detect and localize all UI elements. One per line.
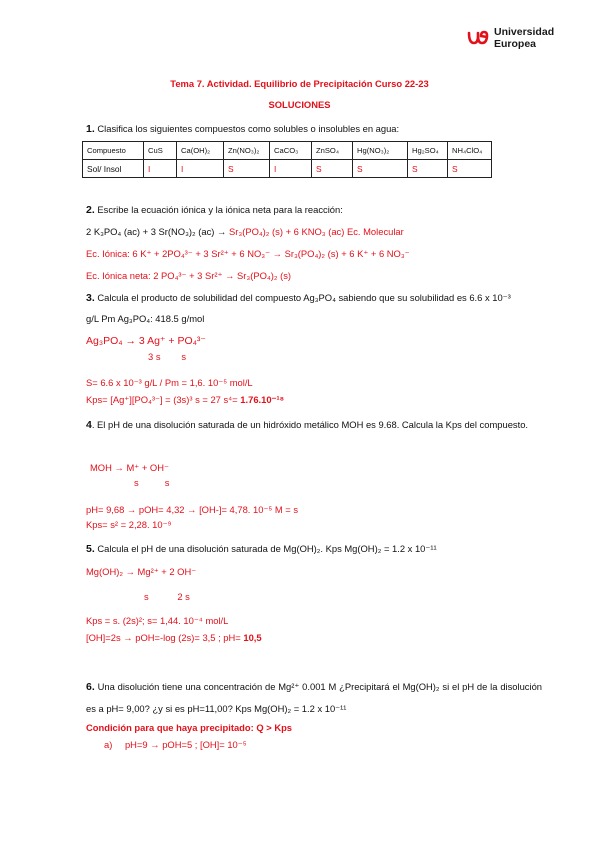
question-3-kps: [86, 394, 284, 406]
question-3-kps-result: 1.76.10⁻¹⁸: [240, 394, 285, 405]
question-4-number: 4: [86, 419, 92, 431]
table-cell: Hg(NO₃)₂: [353, 142, 408, 160]
question-5-number: 5.: [86, 543, 95, 555]
logo-line-2: Europea: [494, 38, 537, 50]
logo-line-1: Universidad: [494, 26, 555, 38]
ionic-equation: Ec. Iónica: 6 K⁺ + 2PO₄³⁻ + 3 Sr²⁺ + 6 NO₃⁻ → Sr₃(PO₄)₂ (s) + 6 K⁺ + 6 NO₃⁻: [86, 248, 410, 259]
reaction-products: Sr₃(PO₄)₂ (s) + 6 KNO₃ (ac) Ec. Molecular: [229, 226, 404, 237]
question-1-text: Clasifica los siguientes compuestos como solubles o insolubles en agua:: [97, 123, 400, 134]
table-cell: I: [177, 160, 224, 178]
question-6-item-a: [104, 739, 247, 751]
solubility-table: [82, 141, 492, 178]
table-cell: I: [144, 160, 177, 178]
university-logo-text: [494, 26, 554, 50]
question-4-text: . El pH de una disolución saturada de un hidróxido metálico MOH es 9.68. Calcula la Kps del compuesto.: [91, 419, 529, 430]
table-cell: Hg₂SO₄: [408, 142, 448, 160]
question-2-text: Escribe la ecuación iónica y la iónica neta para la reacción:: [97, 204, 343, 215]
question-4-kps: Kps= s² = 2,28. 10⁻⁹: [86, 519, 172, 530]
table-cell: Zn(NO₃)₂: [224, 142, 270, 160]
question-4: [86, 414, 542, 436]
table-cell: ZnSO₄: [312, 142, 353, 160]
question-5-text: Calcula el pH de una disolución saturada de Mg(OH)₂. Kps Mg(OH)₂ = 1.2 x 10⁻¹¹: [97, 543, 437, 554]
table-cell: S: [408, 160, 448, 178]
table-row: [83, 142, 492, 160]
question-5: [86, 543, 437, 555]
net-ionic-equation: Ec. Iónica neta: 2 PO₄³⁻ + 3 Sr²⁺ → Sr₃(PO₄)₂ (s): [86, 270, 292, 281]
question-5-ph-result: 10,5: [243, 632, 262, 643]
question-6-condition: Condición para que haya precipitado: Q > Kps: [86, 722, 293, 733]
question-4-ph-calc: pH= 9,68 → pOH= 4,32 → [OH-]= 4,78. 10⁻⁵ M = s: [86, 504, 299, 515]
question-3-kps-expression: Kps= [Ag⁺][PO₄³⁻] = (3s)³ s = 27 s⁴=: [86, 394, 241, 405]
reaction-reactants: 2 K₃PO₄ (ac) + 3 Sr(NO₃)₂ (ac) →: [86, 226, 229, 237]
question-5-ph: [86, 632, 262, 643]
table-cell: S: [353, 160, 408, 178]
question-4-stoichiometry: s s: [134, 477, 170, 488]
question-4-dissociation: MOH → M⁺ + OH⁻: [90, 462, 169, 473]
question-3-solubility: S= 6.6 x 10⁻³ g/L / Pm = 1,6. 10⁻⁵ mol/L: [86, 377, 253, 388]
document-title: Tema 7. Actividad. Equilibrio de Precipitación Curso 22-23: [170, 78, 429, 89]
table-cell: Compuesto: [83, 142, 144, 160]
table-cell: CaCO₃: [270, 142, 312, 160]
table-cell: S: [448, 160, 492, 178]
molecular-equation: [86, 226, 404, 237]
question-6-item-a-label: a): [104, 739, 113, 750]
question-6-number: 6.: [86, 681, 95, 693]
question-6-item-a-text: pH=9 → pOH=5 ; [OH]= 10⁻⁵: [124, 739, 247, 750]
table-cell: Ca(OH)₂: [177, 142, 224, 160]
question-2: [86, 204, 343, 216]
question-5-dissociation: Mg(OH)₂ → Mg²⁺ + 2 OH⁻: [86, 566, 197, 577]
question-5-ph-expression: [OH]=2s → pOH=-log (2s)= 3,5 ; pH=: [86, 632, 244, 643]
question-5-kps: Kps = s. (2s)²; s= 1,44. 10⁻⁴ mol/L: [86, 615, 229, 626]
question-6-text: Una disolución tiene una concentración de Mg²⁺ 0.001 M ¿Precipitará el Mg(OH)₂ si el pH de la disolución es a pH= 9,00? ¿y si es pH=11,00? Kps Mg(OH)₂ = 1.2 x 10⁻¹¹: [86, 681, 543, 714]
document-subtitle: SOLUCIONES: [268, 99, 331, 110]
question-2-number: 2.: [86, 204, 95, 216]
table-cell: CuS: [144, 142, 177, 160]
question-3-number: 3.: [86, 292, 95, 304]
question-1-number: 1.: [86, 123, 95, 135]
question-3-dissociation: Ag₃PO₄ → 3 Ag⁺ + PO₄³⁻: [86, 335, 206, 347]
question-5-stoichiometry: s 2 s: [144, 591, 190, 602]
table-cell: I: [270, 160, 312, 178]
question-3-text-line-1: Calcula el producto de solubilidad del compuesto Ag₃PO₄ sabiendo que su solubilidad es 6.6 x 10⁻³: [97, 292, 511, 303]
university-logo-icon: [467, 29, 489, 47]
question-6: [86, 676, 542, 719]
question-1: [86, 123, 399, 135]
table-cell: S: [312, 160, 353, 178]
table-cell: S: [224, 160, 270, 178]
table-cell: NH₄ClO₄: [448, 142, 492, 160]
question-3: [86, 292, 511, 304]
question-3-stoichiometry: 3 s s: [148, 351, 187, 362]
table-cell: Sol/ Insol: [83, 160, 144, 178]
table-row: [83, 160, 492, 178]
question-3-text-line-2: g/L Pm Ag₃PO₄: 418.5 g/mol: [86, 313, 205, 324]
